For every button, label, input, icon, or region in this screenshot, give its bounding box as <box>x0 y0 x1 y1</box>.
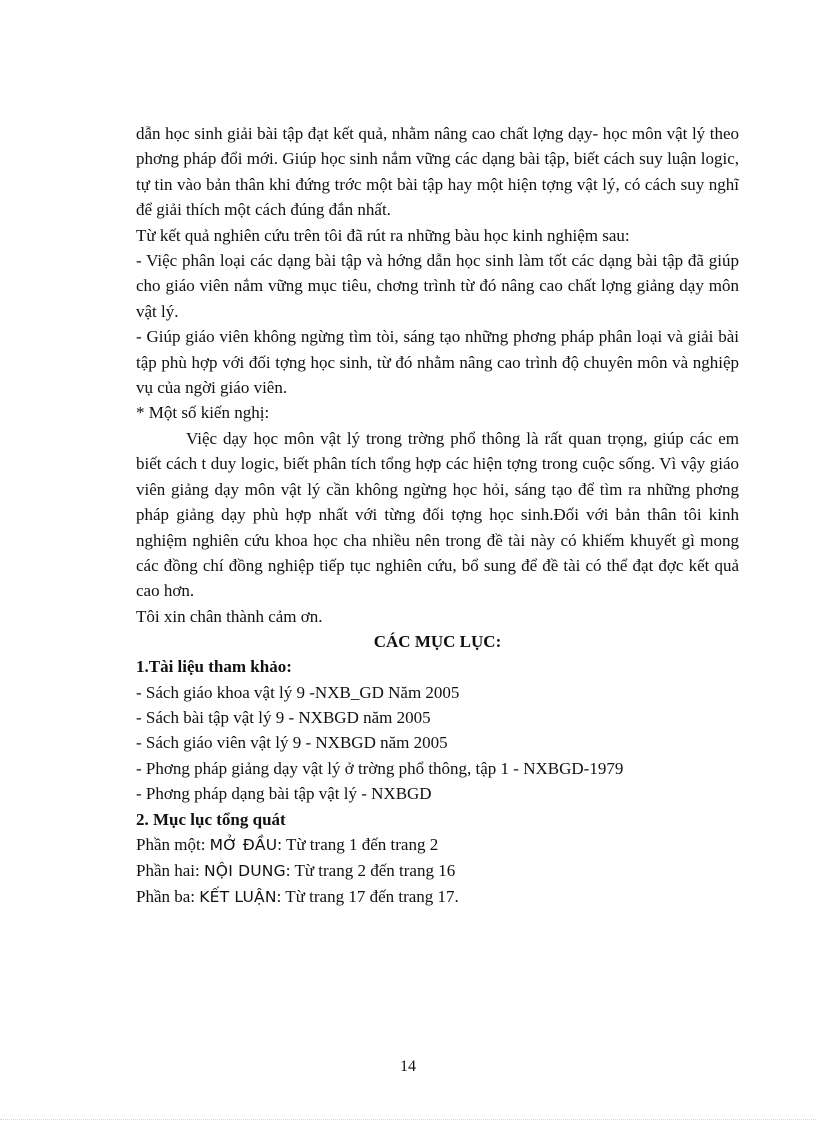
reference-item: - Sách giáo viên vật lý 9 - NXBGD năm 2005 <box>136 733 448 753</box>
toc-row <box>136 832 739 858</box>
reference-item: - Sách giáo khoa vật lý 9 -NXB_GD Năm 2005 <box>136 682 460 702</box>
toc-row-part: Phần hai: <box>136 860 200 880</box>
toc-heading: CÁC MỤC LỤC: <box>373 632 502 652</box>
paragraph-intro: dẫn học sinh giải bài tập đạt kết quả, nhằm nâng cao chất lợng dạy- học môn vật lý theo phơng pháp đổi mới. Giúp học sinh nắm vững các dạng bài tập, biết cách suy luận logic, tự tin vào bản thân khi đứng trớc một bài tập hay một hiện tợng vật lý, có cách suy nghĩ để giải thích một cách đúng đắn nhất. <box>136 124 739 220</box>
reference-item: - Phơng pháp giảng dạy vật lý ở trờng phổ thông, tập 1 - NXBGD-1979 <box>136 758 624 778</box>
toc-row-name: KẾT LUẬN <box>199 887 277 906</box>
paragraph-lesson-1: - Việc phân loại các dạng bài tập và hớng dẫn học sinh làm tốt các dạng bài tập đã giúp cho giáo viên nắm vững mục tiêu, chơng trình từ đó nâng cao chất lợng giảng dạy môn vật lý. <box>136 251 739 321</box>
reference-item: - Sách bài tập vật lý 9 - NXBGD năm 2005 <box>136 707 431 727</box>
paragraph-thanks: Tôi xin chân thành cảm ơn. <box>136 606 323 626</box>
toc-row-range: : Từ trang 17 đến trang 17. <box>276 886 459 906</box>
general-toc-heading: 2. Mục lục tổng quát <box>136 809 286 829</box>
toc-row-range: : Từ trang 1 đến trang 2 <box>277 834 439 854</box>
recommendations-label: * Một số kiến nghị: <box>136 403 270 423</box>
toc-row-part: Phần ba: <box>136 886 196 906</box>
paragraph-lessons-intro: Từ kết quả nghiên cứu trên tôi đã rút ra những bàu học kinh nghiệm sau: <box>136 225 630 245</box>
reference-item: - Phơng pháp dạng bài tập vật lý - NXBGD <box>136 784 432 804</box>
toc-row-name: NỘI DUNG <box>204 861 286 880</box>
paragraph-lesson-2: - Giúp giáo viên không ngừng tìm tòi, sáng tạo những phơng pháp phân loại và giải bài tập phù hợp với đối tợng học sinh, từ đó nhằm nâng cao trình độ chuyên môn và nghiệp vụ của ngời giáo viên. <box>136 327 739 398</box>
page-number: 14 <box>400 1058 416 1075</box>
toc-row-range: : Từ trang 2 đến trang 16 <box>285 860 456 880</box>
page-body <box>136 121 739 910</box>
toc-row <box>136 858 739 884</box>
toc-row <box>136 884 739 910</box>
references-heading: 1.Tài liệu tham khảo: <box>136 657 292 677</box>
toc-row-part: Phần một: <box>136 834 206 854</box>
paragraph-recommendations: Việc dạy học môn vật lý trong trờng phổ thông là rất quan trọng, giúp các em biết cách t duy logic, biết phân tích tổng hợp các hiện tợng trong cuộc sống. Vì vậy giáo viên giảng dạy môn vật lý cần không ngừng học hỏi, sáng tạo để tìm ra những phơng pháp giảng dạy phù hợp nhất với từng đối tợng học sinh.Đối với bản thân tôi kinh nghiệm nghiên cứu khoa học cha nhiều nên trong đề tài này có khiếm khuyết gì mong các đồng chí đồng nghiệp tiếp tục nghiên cứu, bổ sung để đề tài có thể đạt đợc kết quả cao hơn. <box>136 428 739 601</box>
page-bottom-border <box>0 1119 816 1120</box>
toc-row-name: MỞ ĐẦU <box>209 835 278 854</box>
